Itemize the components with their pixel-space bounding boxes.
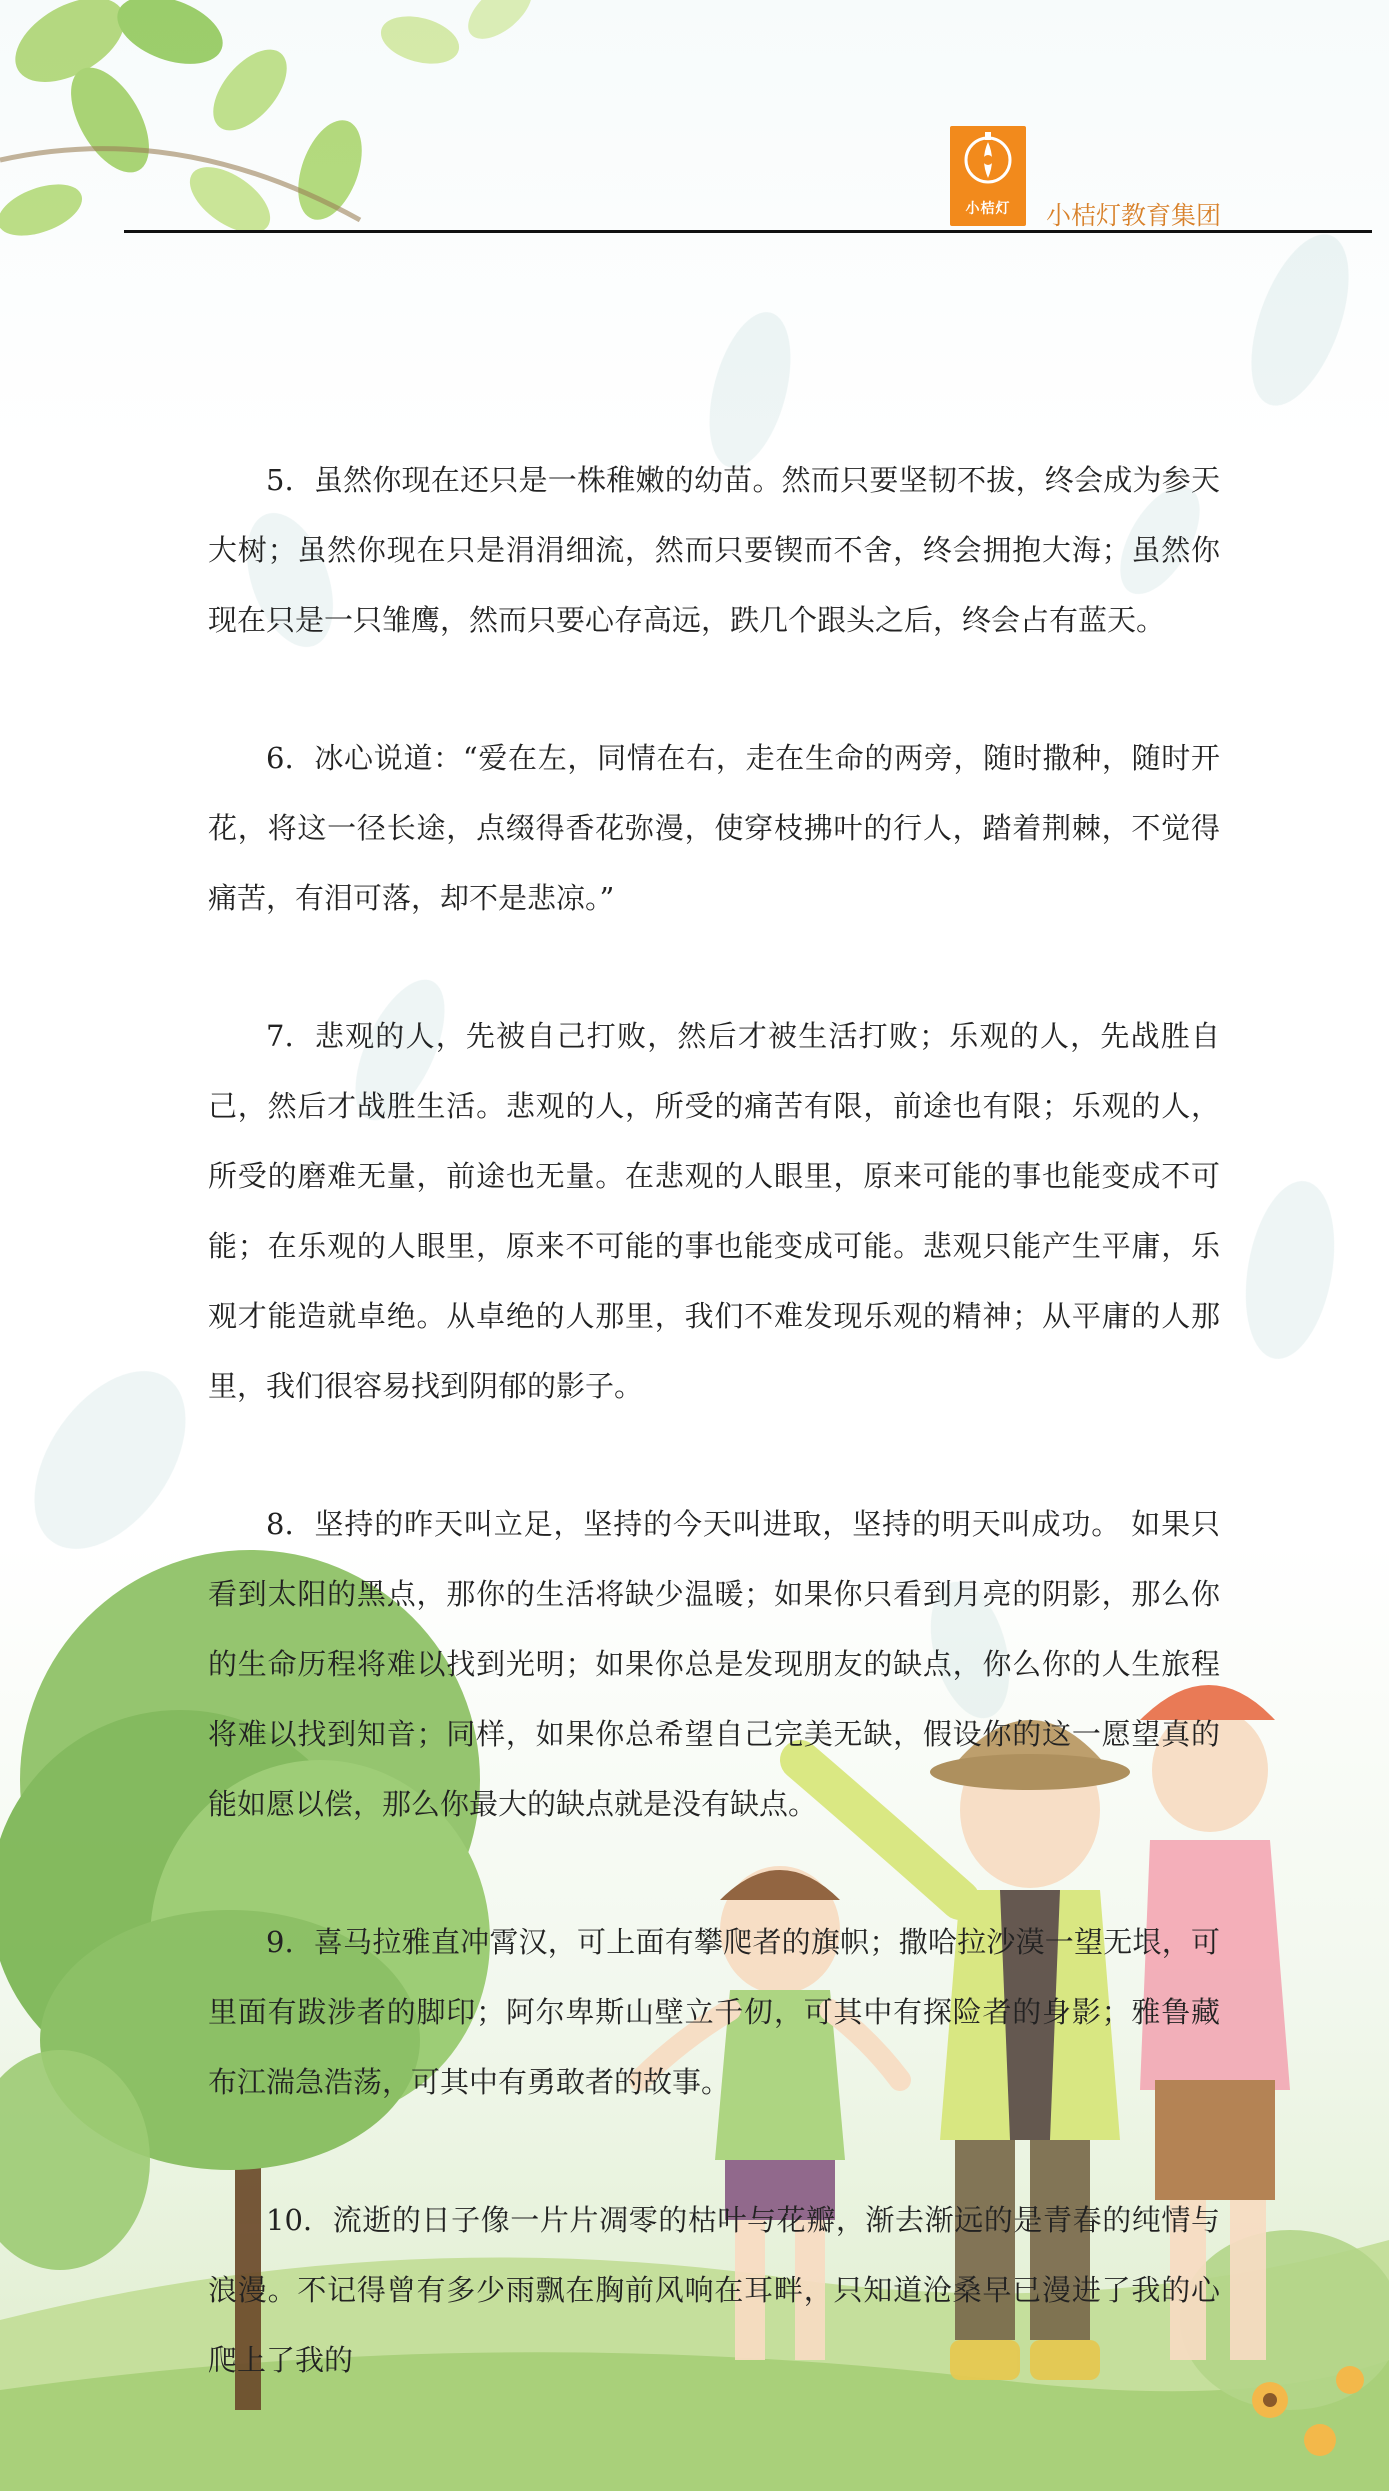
logo-text: 小桔灯 bbox=[965, 201, 1011, 217]
lantern-icon bbox=[950, 126, 1026, 196]
paragraph-7 bbox=[208, 1001, 1220, 1421]
organization-name: 小桔灯教育集团 bbox=[1046, 201, 1222, 230]
paragraph-8 bbox=[208, 1489, 1220, 1839]
paragraph-6 bbox=[208, 723, 1220, 933]
header-divider bbox=[124, 230, 1372, 233]
paragraph-text: 坚持的昨天叫立足，坚持的今天叫进取，坚持的明天叫成功。 如果只看到太阳的黑点，那你的生活将缺少温暖；如果你只看到月亮的阴影，那么你的生命历程将难以找到光明；如果你总是发现朋友的缺点，你么你的人生旅程将难以找到知音；同样，如果你总希望自己完美无缺，假设你的这一愿望真的能如愿以偿，那么你最大的缺点就是没有缺点。 bbox=[208, 1507, 1220, 1821]
paragraph-number: 7. bbox=[266, 1019, 294, 1053]
paragraph-text: 虽然你现在还只是一株稚嫩的幼苗。然而只要坚韧不拔，终会成为参天大树；虽然你现在只是涓涓细流，然而只要锲而不舍，终会拥抱大海；虽然你现在只是一只雏鹰，然而只要心存高远，跌几个跟头之后，终会占有蓝天。 bbox=[208, 463, 1220, 637]
article-body bbox=[208, 445, 1220, 2463]
paragraph-number: 6. bbox=[266, 741, 294, 775]
paragraph-number: 10. bbox=[266, 2203, 313, 2237]
paragraph-number: 5. bbox=[266, 463, 294, 497]
paragraph-text: 喜马拉雅直冲霄汉，可上面有攀爬者的旗帜；撒哈拉沙漠一望无垠，可里面有跋涉者的脚印；阿尔卑斯山壁立千仞，可其中有探险者的身影；雅鲁藏布江湍急浩荡，可其中有勇敢者的故事。 bbox=[208, 1925, 1220, 2099]
company-logo bbox=[950, 126, 1026, 226]
paragraph-9 bbox=[208, 1907, 1220, 2117]
paragraph-text: 流逝的日子像一片片凋零的枯叶与花瓣，渐去渐远的是青春的纯情与浪漫。不记得曾有多少雨飘在胸前风响在耳畔，只知道沧桑早已漫进了我的心爬上了我的 bbox=[208, 2203, 1220, 2377]
paragraph-text: 悲观的人，先被自己打败，然后才被生活打败；乐观的人，先战胜自己，然后才战胜生活。悲观的人，所受的痛苦有限，前途也有限；乐观的人，所受的磨难无量，前途也无量。在悲观的人眼里，原来可能的事也能变成不可能；在乐观的人眼里，原来不可能的事也能变成可能。悲观只能产生平庸，乐观才能造就卓绝。从卓绝的人那里，我们不难发现乐观的精神；从平庸的人那里，我们很容易找到阴郁的影子。 bbox=[208, 1019, 1220, 1403]
paragraph-text: 冰心说道：“爱在左，同情在右，走在生命的两旁，随时撒种，随时开花，将这一径长途，点缀得香花弥漫，使穿枝拂叶的行人，踏着荆棘，不觉得痛苦，有泪可落，却不是悲凉。” bbox=[208, 741, 1220, 915]
paragraph-number: 8. bbox=[266, 1507, 294, 1541]
paragraph-number: 9. bbox=[266, 1925, 294, 1959]
paragraph-10 bbox=[208, 2185, 1220, 2395]
paragraph-5 bbox=[208, 445, 1220, 655]
